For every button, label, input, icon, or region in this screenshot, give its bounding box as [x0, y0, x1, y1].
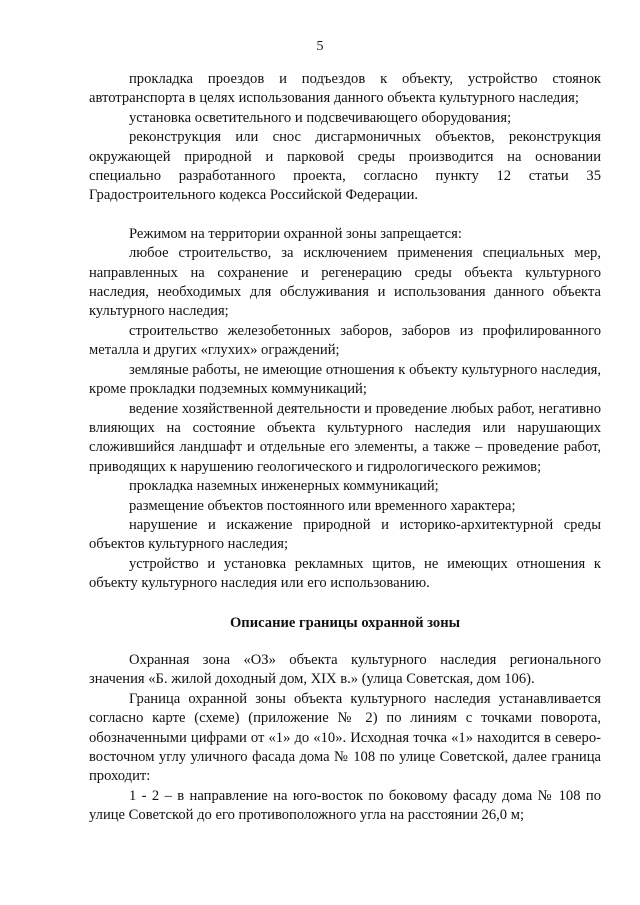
page-number: 5: [316, 39, 324, 54]
boundary-paragraph: Охранная зона «ОЗ» объекта культурного наследия регионального значения «Б. жилой доходный дом, XIX в.» (улица Советская, дом 106).: [89, 651, 601, 688]
section-heading: Описание границы охранной зоны: [229, 614, 461, 631]
prohibited-item: размещение объектов постоянного или временного характера;: [129, 497, 516, 514]
paragraph: установка осветительного и подсвечивающего оборудования;: [129, 109, 512, 126]
paragraph: реконструкция или снос дисгармоничных объектов, реконструкция окружающей природной и парковой среды производится на основании специально разработанного проекта, согласно пункту 12 статьи 35 Градостроительного кодекса Российской Федерации.: [89, 129, 601, 204]
prohibited-intro: Режимом на территории охранной зоны запрещается:: [129, 225, 462, 242]
prohibited-item: любое строительство, за исключением применения специальных мер, направленных на сохранение и регенерацию среды объекта культурного наследия, необходимых для обслуживания и использования данного объекта культурного наследия;: [89, 245, 601, 320]
boundary-paragraph: 1 - 2 – в направление на юго-восток по боковому фасаду дома № 108 по улице Советской до его противоположного угла на расстоянии 26,0 м;: [89, 787, 601, 824]
prohibited-item: ведение хозяйственной деятельности и проведение любых работ, негативно влияющих на состояние объекта культурного наследия или нарушающих сложившийся ландшафт и отдельные его элементы, а также – проведение работ, приводящих к нарушению геологического и гидрологического режимов;: [89, 400, 601, 475]
paragraph: прокладка проездов и подъездов к объекту, устройство стоянок автотранспорта в целях использования данного объекта культурного наследия;: [89, 71, 601, 107]
document-body: [89, 70, 601, 826]
prohibited-item: прокладка наземных инженерных коммуникаций;: [129, 478, 439, 495]
boundary-paragraph: Граница охранной зоны объекта культурного наследия устанавливается согласно карте (схеме) (приложение № 2) по линиям с точками поворота, обозначенными цифрами от «1» до «10». Исходная точка «1» находится в северо-восточном углу уличного фасада дома № 108 по улице Советской, далее граница проходит:: [89, 690, 601, 785]
prohibited-item: устройство и установка рекламных щитов, не имеющих отношения к объекту культурного наследия или его использованию.: [89, 555, 601, 592]
prohibited-item: строительство железобетонных заборов, заборов из профилированного металла и других «глухих» ограждений;: [89, 322, 601, 359]
prohibited-item: нарушение и искажение природной и историко-архитектурной среды объектов культурного наследия;: [89, 516, 601, 553]
prohibited-item: земляные работы, не имеющие отношения к объекту культурного наследия, кроме прокладки подземных коммуникаций;: [89, 361, 601, 398]
